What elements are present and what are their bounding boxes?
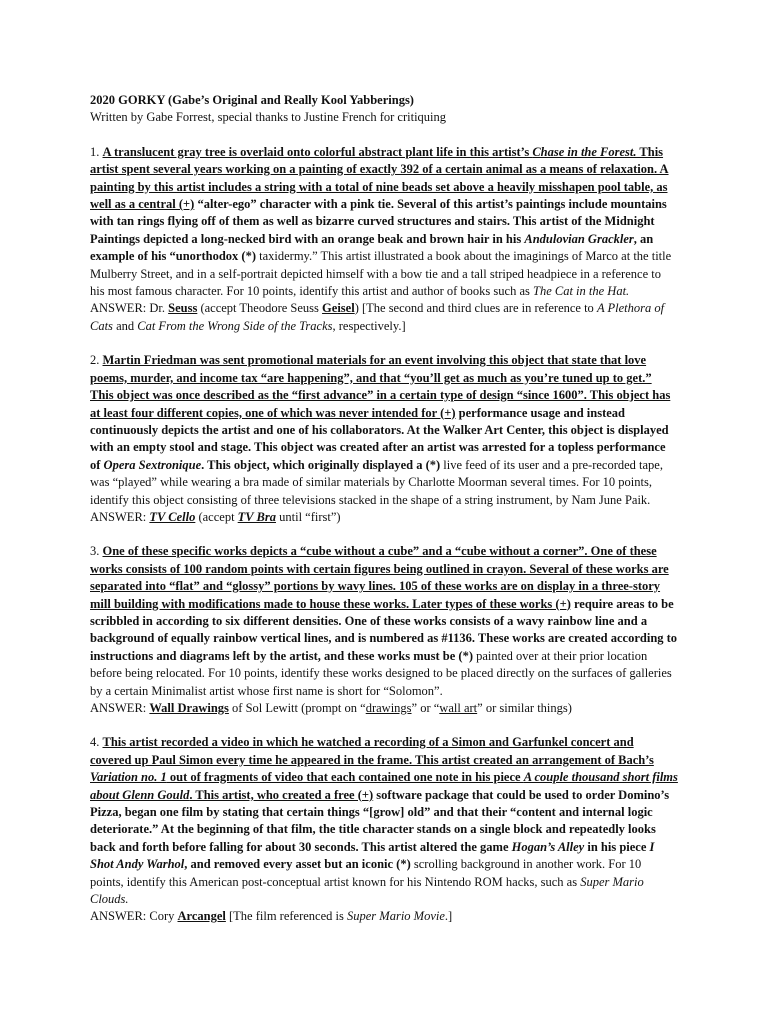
answer-line [90,300,678,335]
question-text [90,144,678,301]
answer-segment: wall art [439,701,478,715]
document-title: 2020 GORKY (Gabe’s Original and Really Kool Yabberings) [90,93,414,107]
answer-segment: (accept [195,509,238,524]
question-segment: This artist spent several years working on a painting of exactly 392 of a certain animal as a means of relaxation. A painting by this artist includes a string with a total of nine beads set above a heavily misshapen pool table, as well as a central (+) [90,144,669,212]
question-1 [90,144,678,335]
question-segment: software package that could be used to order Domino’s Pizza, began one film by stating that certain things “[grow] old” and that their “content and internal logic deteriorate.” At the beginning of that film, the title character stands on a single block and repeatedly looks back and forth before falling for about 30 seconds. This artist altered the game [90,787,670,854]
answer-segment: A Plethora of Cats [90,301,665,333]
answer-segment: ANSWER: [90,509,150,524]
question-segment: 1. [90,144,103,159]
answer-segment: , respectively.] [332,318,406,333]
question-segment: in his piece [584,839,650,854]
answer-segment: TV Cello [149,509,196,524]
question-segment: Opera Sextronique [103,457,202,472]
question-segment: 3. [90,544,103,559]
document-byline: Written by Gabe Forrest, special thanks to Justine French for critiquing [90,110,447,125]
answer-segment: Geisel [322,301,355,316]
question-segment: Super Mario Clouds. [90,874,644,907]
question-segment: out of fragments of video that each contained one note in his piece [166,770,524,785]
question-3 [90,543,678,717]
answer-segment: ” or similar things) [477,701,572,715]
question-segment: A couple thousand short films about Glenn Gould [90,770,678,802]
question-segment: . This object, which originally displayed a (*) [201,457,441,472]
question-segment: , an example of his “unorthodox (*) [90,231,654,264]
answer-segment: Super Mario Movie [347,909,445,924]
question-segment: Variation no. 1 [90,770,167,785]
answer-line [90,700,678,717]
question-segment: 2. [90,353,103,368]
answer-segment: Wall Drawings [149,701,229,715]
question-4 [90,734,678,925]
question-segment: A translucent gray tree is overlaid onto colorful abstract plant life in this artist’s [102,144,533,159]
question-segment: Hogan’s Alley [511,839,585,854]
answer-segment: ) [The second and third clues are in reference to [354,301,597,316]
answer-segment: Cat From the Wrong Side of the Tracks [137,318,333,333]
question-segment: scrolling background in another work. For 10 points, identify this American post-conceptual artist known for his Nintendo ROM hacks, such as [90,857,642,889]
answer-segment: ANSWER: [90,701,150,715]
question-text [90,352,678,509]
answer-segment: (accept Theodore Seuss [197,301,323,316]
question-segment: require areas to be scribbled in according to six different densities. One of these works consists of a wavy rainbow line and a background of equally rainbow vertical lines, and is numbered as #1136. These works are created according to instructions and diagrams left by the artist, and these works must be (*) [90,596,678,663]
question-segment: Martin Friedman was sent promotional materials for an event involving this object that state that love poems, murder, and income tax “are happening”, and that “you’ll get as much as you’re tuned up to get.” This object was once described as the “first advance” in a certain type of design “since 1600”. This object has at least four different copies, one of which was never intended for (+) [90,353,671,420]
answer-segment: Seuss [168,301,198,316]
question-segment: Andulovian Grackler [524,231,634,246]
question-text [90,734,678,908]
answer-segment: .] [444,909,453,924]
question-segment: 4. [90,735,103,750]
answer-segment: of Sol Lewitt (prompt on “ [228,701,366,715]
answer-segment: ANSWER: Dr. [90,301,169,316]
question-segment: . This artist, who created a free (+) [189,787,374,802]
question-segment: “alter-ego” character with a pink tie. Several of this artist’s paintings include mountains with tan rings flying off of them as well as bizarre curved structures and stairs. This artist of the Midnight Paintings depicted a long-necked bird with an orange beak and brown hair in his [90,197,667,246]
answer-segment: [The film referenced is [225,909,347,924]
question-text [90,543,678,700]
answer-segment: Arcangel [177,909,226,924]
question-segment: This artist recorded a video in which he watched a recording of a Simon and Garfunkel concert and covered up Paul Simon every time he appeared in the frame. This artist created an arrangement of Bach’s [90,735,654,767]
question-segment: The Cat in the Hat. [533,284,630,299]
answer-line [90,908,678,925]
question-segment: performance usage and instead continuously depicts the artist and one of his collaborators. At the Walker Art Center, this object is displayed with an empty stool and stage. This object was created after an artist was arrested for a topless performance of [90,405,669,472]
question-segment: , and removed every asset but an iconic (*) [184,857,411,872]
answer-segment: drawings [365,701,412,715]
question-segment: taxidermy.” This artist illustrated a book about the imaginings of Marco at the title Mulberry Street, and in a self-portrait depicted himself with a bow tie and a tall striped headpiece in a reference to his most famous character. For 10 points, identify this artist and author of books such as [90,249,672,299]
answer-segment: ANSWER: Cory [90,909,178,924]
question-segment: I Shot Andy Warhol [90,839,655,872]
question-segment: live feed of its user and a pre-recorded tape, was “played” while wearing a bra made of similar materials by Charlotte Moorman several times. For 10 points, identify this object consisting of three televisions stacked in the shape of a string instrument, by Nam June Paik. [90,457,663,507]
answer-line [90,509,678,526]
question-segment: painted over at their prior location before being relocated. For 10 points, identify these works designed to be placed directly on the surfaces of galleries by a certain Minimalist artist whose first name is short for “Solomon”. [90,648,672,698]
answer-segment: and [112,318,138,333]
answer-segment: TV Bra [237,509,276,524]
answer-segment: until “first”) [276,509,341,524]
answer-segment: ” or “ [411,701,440,715]
question-segment: Chase in the Forest. [532,144,637,159]
question-2 [90,352,678,526]
question-segment: One of these specific works depicts a “cube without a cube” and a “cube without a corner”. One of these works consists of 100 random points with certain figures being outlined in crayon. Several of these works are separated into “flat” and “glossy” portions by wavy lines. 105 of these works are on display in a three-story mill building with modifications made to house these works. Later types of these works (+) [90,544,669,611]
